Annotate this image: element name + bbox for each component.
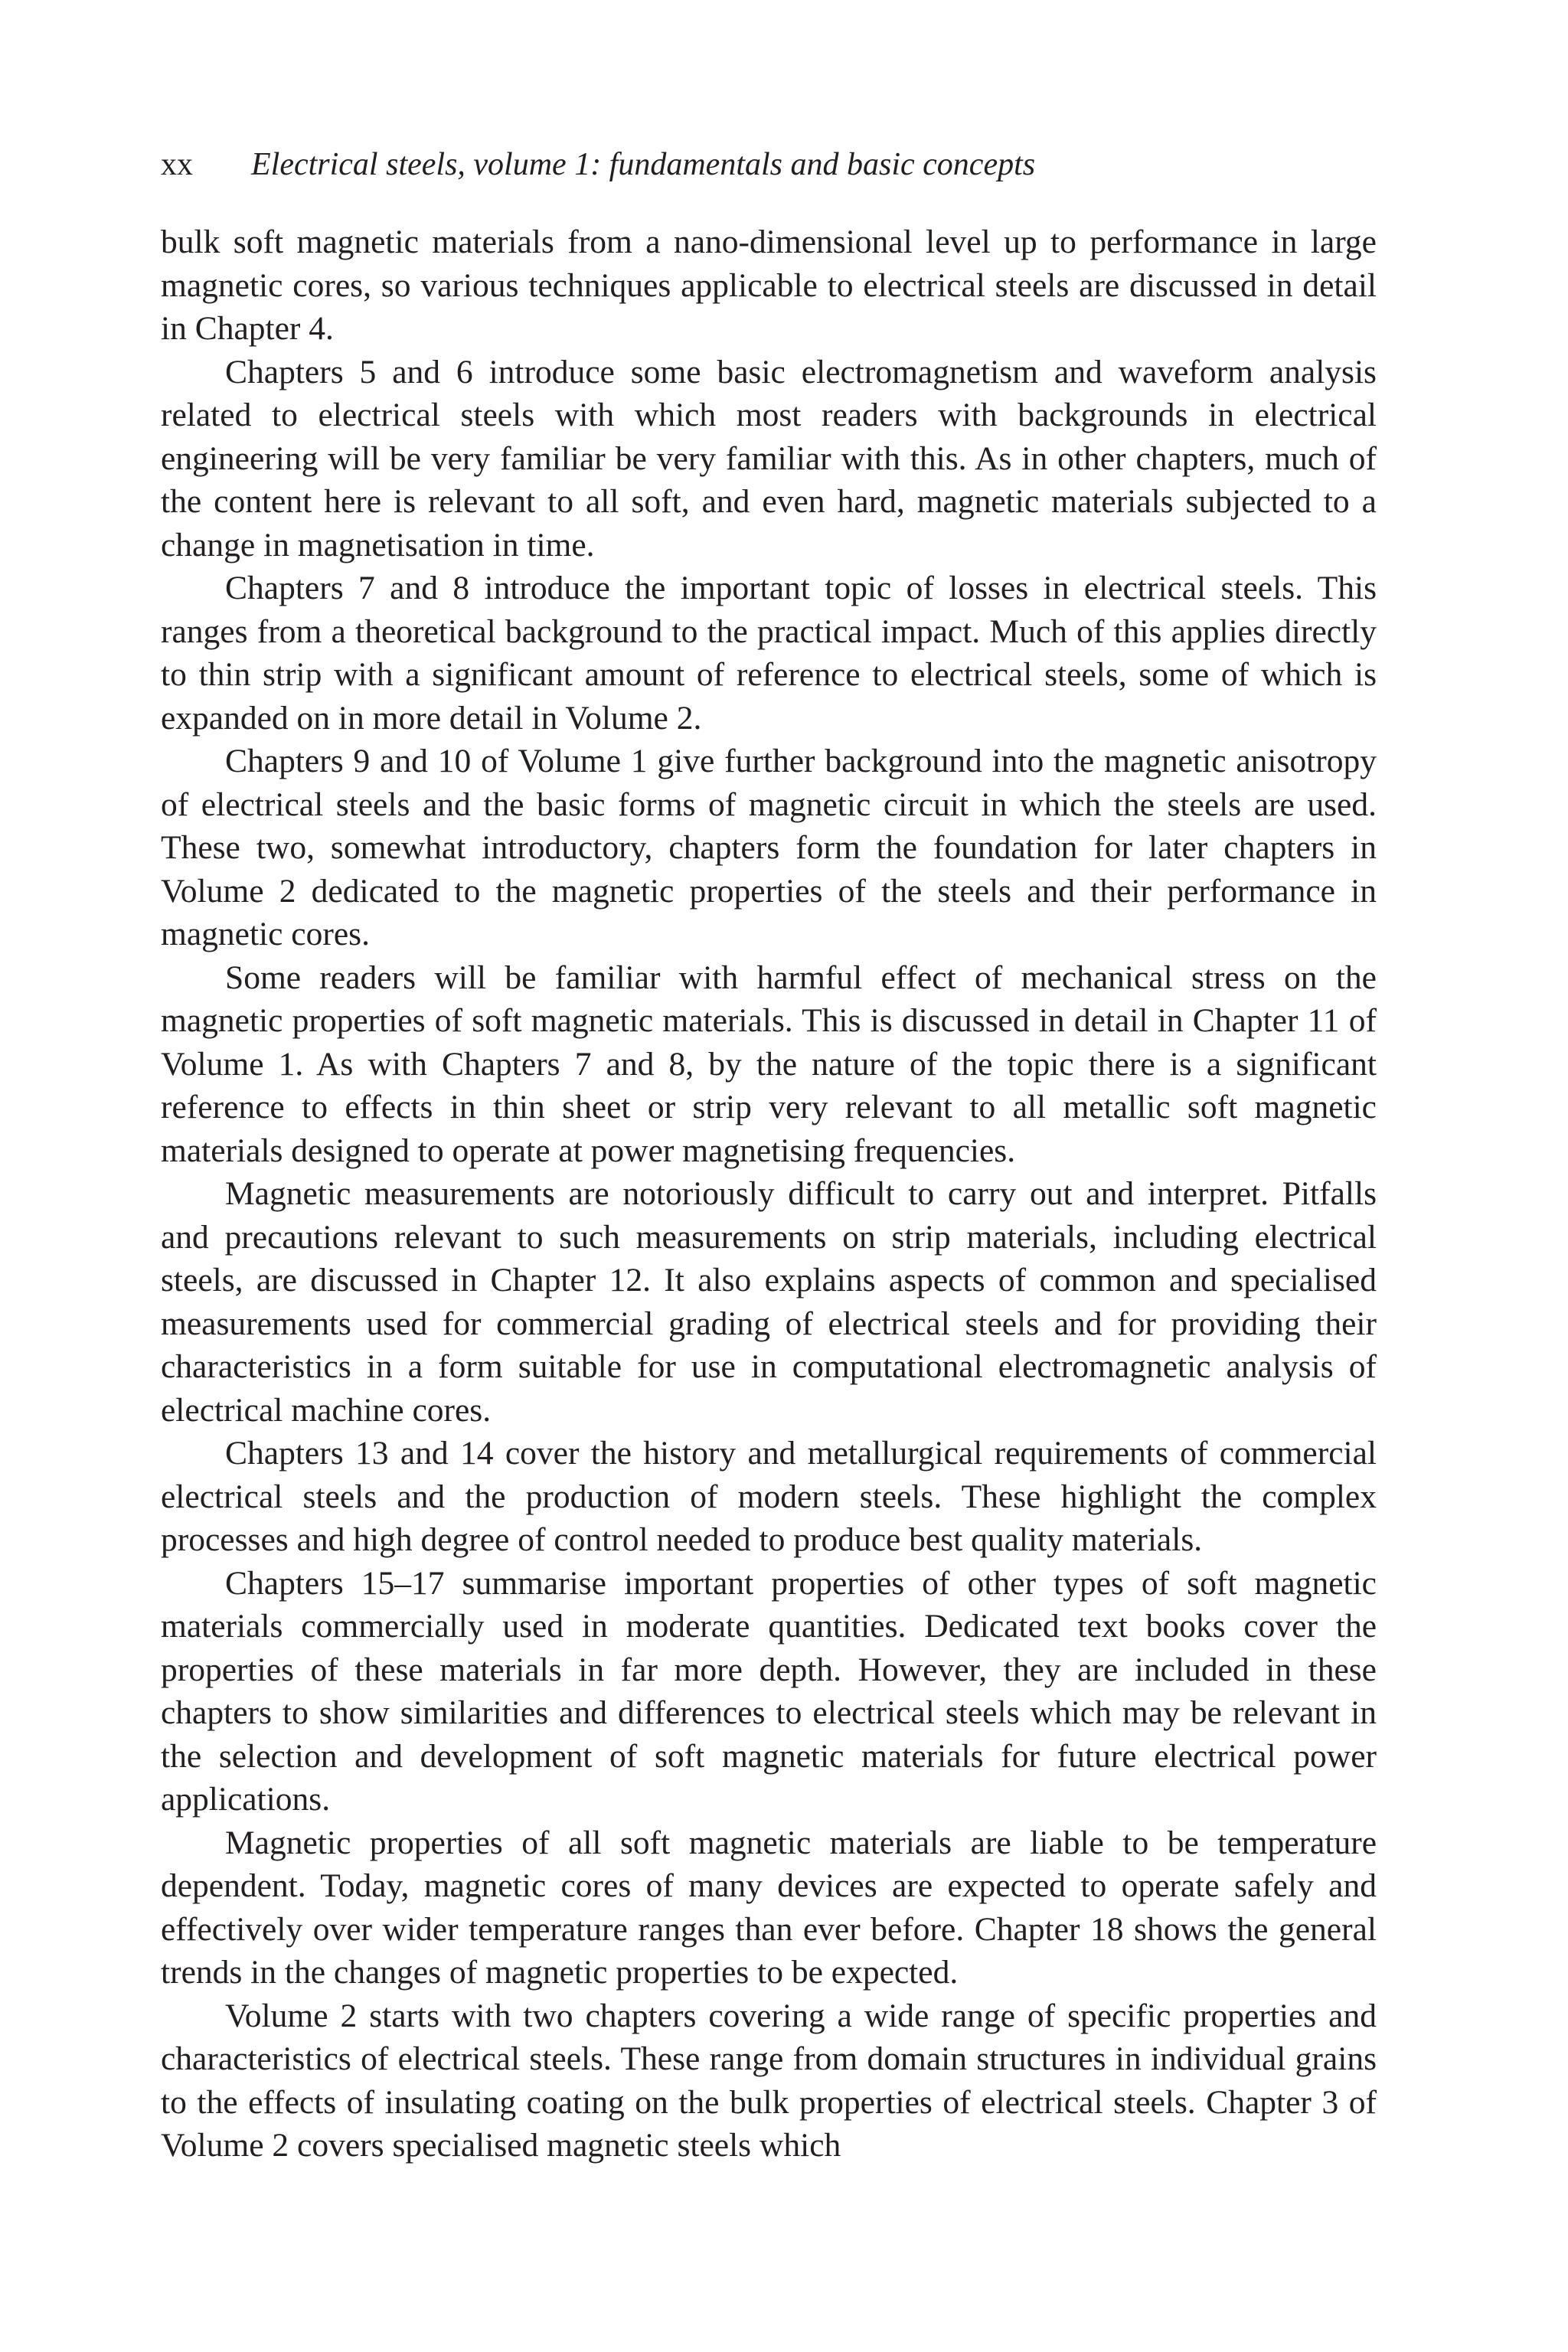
paragraph: Some readers will be familiar with harmful effect of mechanical stress on the magnetic properties of soft magnetic materials. This is discussed in detail in Chapter 11 of Volume 1. As with Chapters 7 and 8, by the nature of the topic there is a significant reference to effects in thin sheet or strip very relevant to all metallic soft magnetic materials designed to operate at power magnetising frequencies. — [161, 959, 1377, 1169]
paragraph: Magnetic measurements are notoriously difficult to carry out and interpret. Pitfalls and precautions relevant to such measurements on strip materials, including electrical steels, are discussed in Chapter 12. It also explains aspects of common and specialised measurements used for commercial grading of electrical steels and for providing their characteristics in a form suitable for use in computational electromagnetic analysis of electrical machine cores. — [161, 1175, 1377, 1429]
paragraph: Chapters 5 and 6 introduce some basic electromagnetism and waveform analysis related to electrical steels with which most readers with backgrounds in electrical engineering will be very familiar be very familiar with this. As in other chapters, much of the content here is relevant to all soft, and even hard, magnetic materials subjected to a change in magnetisation in time. — [161, 353, 1377, 564]
paragraph: Volume 2 starts with two chapters covering a wide range of specific properties and characteristics of electrical steels. These range from domain structures in individual grains to the effects of insulating coating on the bulk properties of electrical steels. Chapter 3 of Volume 2 covers specialised magnetic steels which — [161, 1997, 1377, 2164]
paragraph: Magnetic properties of all soft magnetic materials are liable to be temperature dependent. Today, magnetic cores of many devices are expected to operate safely and effectively over wider temperature ranges than ever before. Chapter 18 shows the general trends in the changes of magnetic properties to be expected. — [161, 1824, 1377, 1991]
page-number: xx — [161, 147, 193, 182]
book-page — [161, 138, 1377, 2167]
body-text — [161, 220, 1377, 2167]
paragraph: Chapters 7 and 8 introduce the important topic of losses in electrical steels. This ranges from a theoretical background to the practical impact. Much of this applies directly to thin strip with a significant amount of reference to electrical steels, some of which is expanded on in more detail in Volume 2. — [161, 570, 1377, 737]
paragraph-continuation: bulk soft magnetic materials from a nano-dimensional level up to performance in large magnetic cores, so various techniques applicable to electrical steels are discussed in detail in Chapter 4. — [161, 224, 1377, 347]
book-title: Electrical steels, volume 1: fundamentals and basic concepts — [251, 147, 1036, 182]
paragraph: Chapters 13 and 14 cover the history and metallurgical requirements of commercial electrical steels and the production of modern steels. These highlight the complex processes and high degree of control needed to produce best quality materials. — [161, 1435, 1377, 1558]
paragraph: Chapters 15–17 summarise important properties of other types of soft magnetic materials commercially used in moderate quantities. Dedicated text books cover the properties of these materials in far more depth. However, they are included in these chapters to show similarities and differences to electrical steels which may be relevant in the selection and development of soft magnetic materials for future electrical power applications. — [161, 1564, 1377, 1818]
running-head — [161, 138, 1377, 191]
paragraph: Chapters 9 and 10 of Volume 1 give further background into the magnetic anisotropy of electrical steels and the basic forms of magnetic circuit in which the steels are used. These two, somewhat introductory, chapters form the foundation for later chapters in Volume 2 dedicated to the magnetic properties of the steels and their performance in magnetic cores. — [161, 743, 1377, 952]
